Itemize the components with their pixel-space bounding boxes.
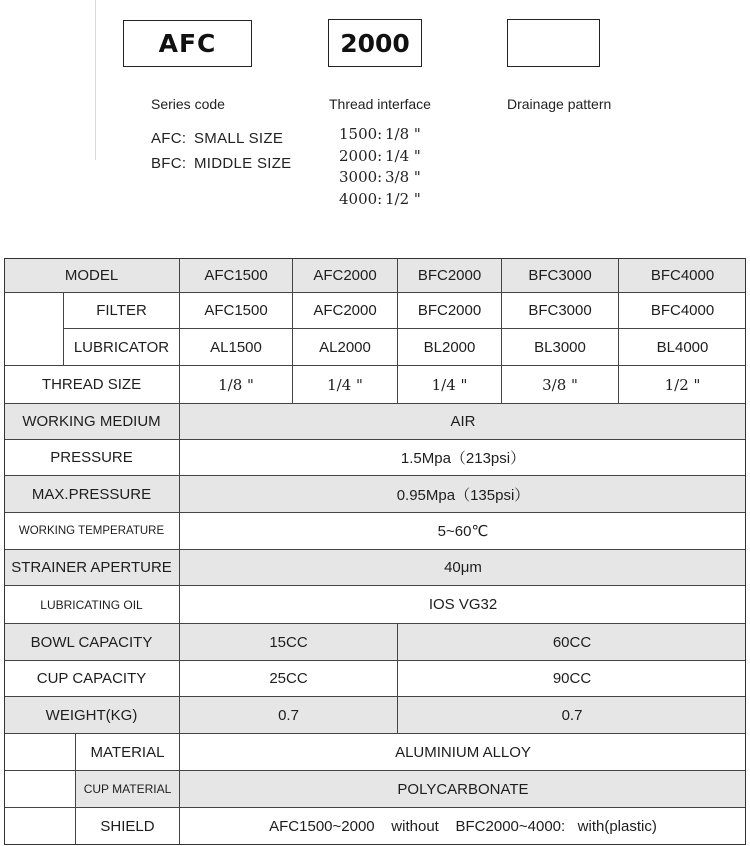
series-code-label: Series code <box>151 96 225 112</box>
series-option-desc: MIDDLE SIZE <box>194 155 292 172</box>
thread-option-size: 1/8 " <box>385 125 421 143</box>
table-cell: 1.5Mpa（213psi） <box>400 450 526 467</box>
thread-option-code: 3000: <box>339 168 383 186</box>
table-row-weight <box>4 697 746 734</box>
series-option <box>151 130 283 147</box>
thread-option-code: 4000: <box>339 190 383 208</box>
table-cell: 40μm <box>444 559 482 576</box>
blank-cell <box>4 771 76 807</box>
thread-option-code: 1500: <box>339 125 383 143</box>
table-row-shield <box>4 808 746 845</box>
table-cell: AFC1500~2000 without BFC2000~4000: with(plastic) <box>269 818 657 835</box>
table-cell: BFC3000 <box>502 293 619 329</box>
row-label: MODEL <box>4 258 180 292</box>
table-cell: 1/8 " <box>180 366 293 403</box>
blank-cell <box>4 734 76 770</box>
thread-interface-label: Thread interface <box>329 96 431 112</box>
table-cell: 60CC <box>552 633 592 651</box>
thread-option <box>339 125 421 143</box>
thread-interface-box: 2000 <box>328 19 422 67</box>
table-cell: AIR <box>450 413 476 430</box>
table-cell: 0.95Mpa（135psi） <box>396 486 530 504</box>
table-cell: AFC1500 <box>180 293 293 329</box>
table-cell: AL1500 <box>180 329 293 365</box>
thread-option-code: 2000: <box>339 147 383 165</box>
row-label: LUBRICATOR <box>64 329 180 365</box>
thread-option <box>339 147 421 165</box>
thread-option-size: 1/2 " <box>385 190 421 208</box>
row-label: MATERIAL <box>76 734 180 770</box>
row-label: WEIGHT(KG) <box>4 697 180 733</box>
series-option <box>151 155 291 172</box>
row-label: WORKING MEDIUM <box>4 404 180 439</box>
table-cell: ALUMINIUM ALLOY <box>395 743 531 761</box>
table-row-cup-capacity <box>4 661 746 697</box>
table-cell: POLYCARBONATE <box>397 780 529 798</box>
table-cell: 5~60℃ <box>437 523 489 540</box>
table-cell: IOS VG32 <box>428 596 498 613</box>
blank-cell <box>4 329 64 365</box>
decorative-line <box>95 0 96 160</box>
table-row-model <box>4 258 746 293</box>
table-cell: 90CC <box>552 670 592 687</box>
row-label: STRAINER APERTURE <box>4 550 180 585</box>
table-cell: 0.7 <box>180 697 398 733</box>
table-row-strainer-aperture <box>4 550 746 586</box>
blank-cell <box>4 293 64 329</box>
table-row-pressure <box>4 440 746 476</box>
blank-cell <box>4 808 76 845</box>
row-label: THREAD SIZE <box>4 366 180 403</box>
series-code-box: AFC <box>123 20 252 67</box>
table-cell: BL3000 <box>502 329 619 365</box>
table-cell: AL2000 <box>293 329 398 365</box>
spec-table <box>4 258 746 845</box>
table-cell: BFC3000 <box>502 258 619 292</box>
series-option-code: AFC: <box>151 130 187 147</box>
table-cell: 1/4 " <box>293 366 398 403</box>
table-row-cup-material <box>4 771 746 808</box>
row-label: BOWL CAPACITY <box>4 624 180 660</box>
table-cell: BFC2000 <box>398 293 502 329</box>
row-label: WORKING TEMPERATURE <box>4 513 180 549</box>
series-option-desc: SMALL SIZE <box>194 130 284 147</box>
thread-option-size: 3/8 " <box>385 168 421 186</box>
row-label: LUBRICATING OIL <box>4 586 180 623</box>
table-row-working-temperature <box>4 513 746 550</box>
table-cell: 0.7 <box>561 706 583 724</box>
table-cell: 15CC <box>180 624 398 660</box>
table-cell: 3/8 " <box>502 366 619 403</box>
row-label: PRESSURE <box>4 440 180 475</box>
table-row-lubricator <box>4 329 746 366</box>
table-cell: AFC2000 <box>293 293 398 329</box>
table-cell: 1/2 " <box>664 375 701 394</box>
table-cell: AFC2000 <box>293 258 398 292</box>
series-option-code: BFC: <box>151 155 187 172</box>
thread-option-size: 1/4 " <box>385 147 421 165</box>
row-label: CUP CAPACITY <box>4 661 180 696</box>
thread-option <box>339 190 421 208</box>
thread-option <box>339 168 421 186</box>
row-label: CUP MATERIAL <box>76 771 180 807</box>
table-row-max-pressure <box>4 476 746 513</box>
table-cell: BFC2000 <box>398 258 502 292</box>
table-row-bowl-capacity <box>4 624 746 661</box>
table-cell: 1/4 " <box>398 366 502 403</box>
table-cell: 25CC <box>180 661 398 696</box>
table-row-thread-size <box>4 366 746 404</box>
row-label: FILTER <box>64 293 180 329</box>
table-cell: BL2000 <box>398 329 502 365</box>
table-row-lubricating-oil <box>4 586 746 624</box>
drainage-pattern-box <box>507 19 600 67</box>
row-label: MAX.PRESSURE <box>4 476 180 512</box>
row-label: SHIELD <box>76 808 180 845</box>
table-row-filter <box>4 293 746 329</box>
table-cell: BFC4000 <box>619 293 746 329</box>
table-cell: BL4000 <box>656 338 709 356</box>
table-cell: AFC1500 <box>180 258 293 292</box>
drainage-pattern-label: Drainage pattern <box>507 96 612 112</box>
table-cell: BFC4000 <box>650 266 715 284</box>
table-row-material <box>4 734 746 771</box>
table-row-working-medium <box>4 404 746 440</box>
